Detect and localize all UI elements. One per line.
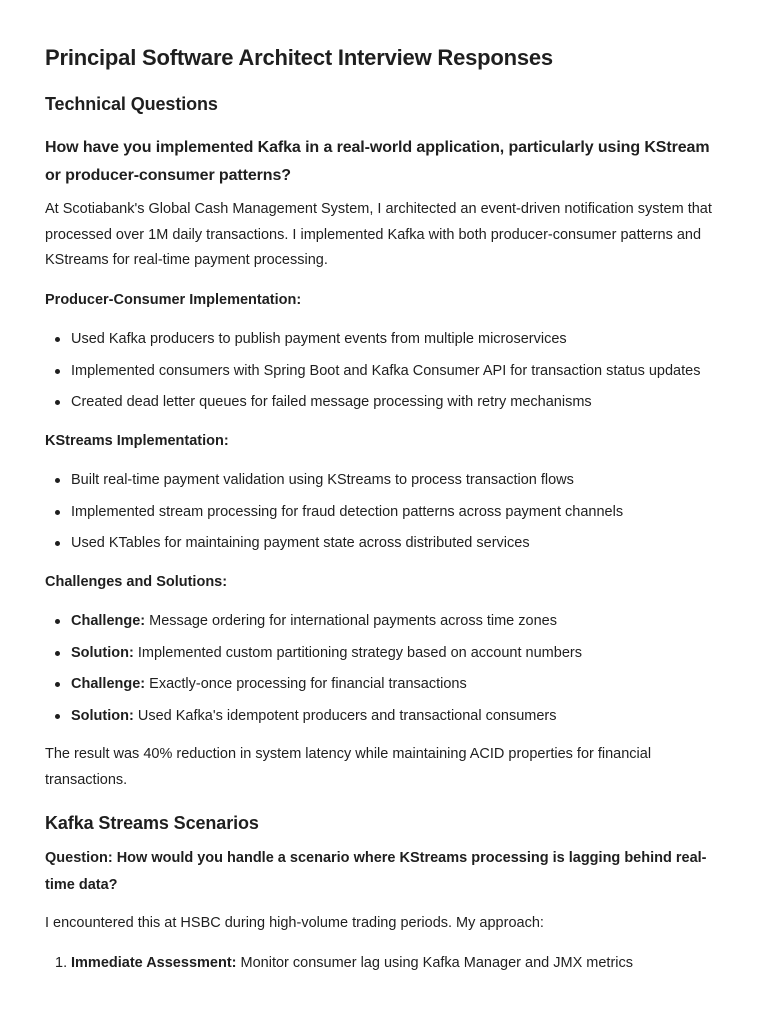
page-title: Principal Software Architect Interview Responses — [45, 45, 553, 70]
list-item — [45, 952, 723, 974]
list-item: Used KTables for maintaining payment state across distributed services — [45, 532, 723, 554]
solution-key: Solution: — [71, 644, 134, 661]
list-item: Created dead letter queues for failed message processing with retry mechanisms — [45, 391, 723, 413]
list-item: Implemented stream processing for fraud detection patterns across payment channels — [45, 501, 723, 523]
list-item: Used Kafka producers to publish payment events from multiple microservices — [45, 328, 723, 350]
step-number: 1. — [55, 955, 68, 971]
section-heading-technical-questions: Technical Questions — [45, 94, 218, 114]
list-item: Implemented consumers with Spring Boot and Kafka Consumer API for transaction status updates — [45, 360, 723, 382]
challenge-key: Challenge: — [71, 613, 146, 629]
challenge-text: Exactly-once processing for financial transactions — [145, 676, 467, 692]
challenge-key: Challenge: — [71, 676, 146, 692]
scenario-question: Question: How would you handle a scenario where KStreams processing is lagging behind real-time data? — [45, 850, 707, 893]
list-item: Built real-time payment validation using KStreams to process transaction flows — [45, 469, 723, 491]
solution-key: Solution: — [71, 707, 134, 724]
step-key: Immediate Assessment: — [71, 955, 237, 971]
producer-consumer-label: Producer-Consumer Implementation: — [45, 292, 302, 308]
list-item — [45, 610, 723, 632]
challenges-label: Challenges and Solutions: — [45, 574, 228, 590]
solution-text: Used Kafka's idempotent producers and transactional consumers — [133, 707, 557, 724]
challenges-list — [45, 610, 723, 727]
scenario-intro: I encountered this at HSBC during high-volume trading periods. My approach: — [45, 915, 544, 931]
producer-consumer-list — [45, 328, 723, 413]
solution-text: Implemented custom partitioning strategy based on account numbers — [133, 644, 582, 661]
scenario-steps-list — [45, 952, 723, 974]
kstreams-list — [45, 469, 723, 554]
result-paragraph: The result was 40% reduction in system latency while maintaining ACID properties for financial transactions. — [45, 746, 652, 788]
question-heading-kafka: How have you implemented Kafka in a real-world application, particularly using KStream or producer-consumer patterns? — [45, 139, 710, 184]
list-item — [45, 673, 723, 695]
step-text: Monitor consumer lag using Kafka Manager and JMX metrics — [236, 955, 633, 971]
challenge-text: Message ordering for international payments across time zones — [145, 613, 557, 629]
list-item — [45, 705, 723, 727]
list-item — [45, 642, 723, 664]
section-heading-kafka-streams: Kafka Streams Scenarios — [45, 813, 259, 833]
kstreams-label: KStreams Implementation: — [45, 433, 229, 449]
kafka-intro-paragraph: At Scotiabank's Global Cash Management System, I architected an event-driven notification system that processed over 1M daily transactions. I implemented Kafka with both producer-consumer patterns and KStreams for real-time payment processing. — [45, 201, 712, 268]
